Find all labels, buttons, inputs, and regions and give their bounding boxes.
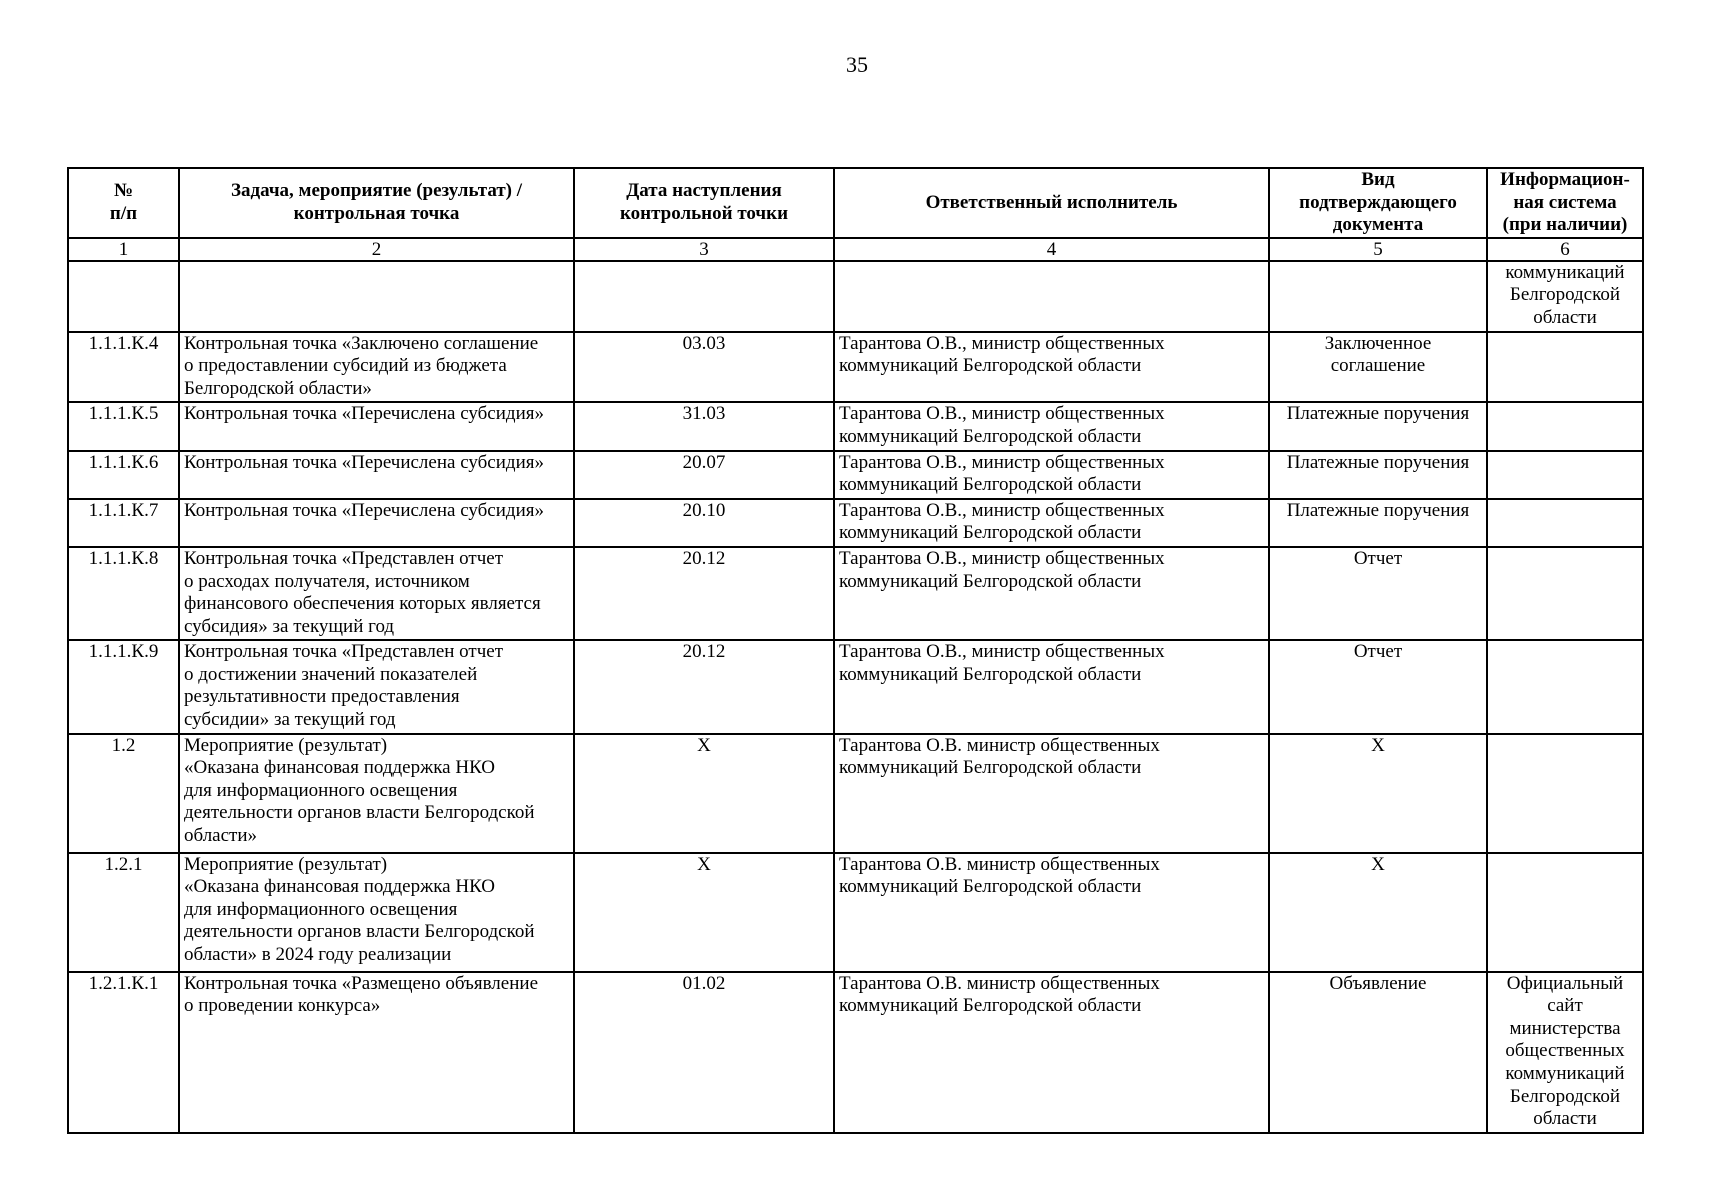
row-system <box>1487 734 1643 853</box>
row-number <box>68 261 179 332</box>
table-row <box>68 451 1643 499</box>
row-system <box>1487 451 1643 499</box>
row-responsible <box>834 261 1269 332</box>
row-system <box>1487 499 1643 547</box>
row-system <box>1487 402 1643 450</box>
row-task: Контрольная точка «Размещено объявление о проведении конкурса» <box>179 972 574 1133</box>
row-document: Отчет <box>1269 640 1487 733</box>
row-number: 1.2.1.К.1 <box>68 972 179 1133</box>
row-system <box>1487 640 1643 733</box>
row-document: Платежные поручения <box>1269 451 1487 499</box>
row-document: Платежные поручения <box>1269 499 1487 547</box>
row-task: Мероприятие (результат) «Оказана финансовая поддержка НКО для информационного освещения деятельности органов власти Белгородской области» <box>179 734 574 853</box>
table-row <box>68 853 1643 972</box>
header-system: Информацион- ная система (при наличии) <box>1487 168 1643 238</box>
page-number: 35 <box>846 52 868 77</box>
row-date: 20.07 <box>574 451 834 499</box>
row-document: Отчет <box>1269 547 1487 640</box>
column-number-row <box>68 238 1643 261</box>
row-date: 20.10 <box>574 499 834 547</box>
header-number: № п/п <box>68 168 179 238</box>
row-number: 1.1.1.К.9 <box>68 640 179 733</box>
row-date: X <box>574 853 834 972</box>
row-system: коммуникаций Белгородской области <box>1487 261 1643 332</box>
column-number: 6 <box>1487 238 1643 261</box>
column-number: 1 <box>68 238 179 261</box>
row-responsible: Тарантова О.В., министр общественных коммуникаций Белгородской области <box>834 499 1269 547</box>
header-date: Дата наступления контрольной точки <box>574 168 834 238</box>
row-responsible: Тарантова О.В., министр общественных коммуникаций Белгородской области <box>834 451 1269 499</box>
row-system <box>1487 853 1643 972</box>
row-date <box>574 261 834 332</box>
row-responsible: Тарантова О.В. министр общественных коммуникаций Белгородской области <box>834 853 1269 972</box>
row-responsible: Тарантова О.В., министр общественных коммуникаций Белгородской области <box>834 547 1269 640</box>
row-responsible: Тарантова О.В., министр общественных коммуникаций Белгородской области <box>834 402 1269 450</box>
row-date: 20.12 <box>574 640 834 733</box>
row-task: Контрольная точка «Заключено соглашение о предоставлении субсидий из бюджета Белгородской области» <box>179 332 574 403</box>
row-date: 01.02 <box>574 972 834 1133</box>
header-document: Вид подтверждающего документа <box>1269 168 1487 238</box>
row-task: Контрольная точка «Перечислена субсидия» <box>179 402 574 450</box>
row-document: X <box>1269 853 1487 972</box>
table-row <box>68 261 1643 332</box>
row-number: 1.2.1 <box>68 853 179 972</box>
row-number: 1.1.1.К.8 <box>68 547 179 640</box>
row-document <box>1269 261 1487 332</box>
header-responsible: Ответственный исполнитель <box>834 168 1269 238</box>
column-number: 2 <box>179 238 574 261</box>
header-row <box>68 168 1643 238</box>
row-number: 1.1.1.К.7 <box>68 499 179 547</box>
row-system: Официальный сайт министерства общественных коммуникаций Белгородской области <box>1487 972 1643 1133</box>
row-task: Контрольная точка «Представлен отчет о расходах получателя, источником финансового обеспечения которых является субсидия» за текущий год <box>179 547 574 640</box>
row-responsible: Тарантова О.В., министр общественных коммуникаций Белгородской области <box>834 332 1269 403</box>
row-task <box>179 261 574 332</box>
column-number: 5 <box>1269 238 1487 261</box>
row-number: 1.1.1.К.5 <box>68 402 179 450</box>
row-document: Заключенное соглашение <box>1269 332 1487 403</box>
row-date: 31.03 <box>574 402 834 450</box>
row-number: 1.2 <box>68 734 179 853</box>
column-number: 3 <box>574 238 834 261</box>
table-row <box>68 499 1643 547</box>
table-row <box>68 547 1643 640</box>
row-document: Объявление <box>1269 972 1487 1133</box>
header-task: Задача, мероприятие (результат) / контрольная точка <box>179 168 574 238</box>
row-responsible: Тарантова О.В., министр общественных коммуникаций Белгородской области <box>834 640 1269 733</box>
row-task: Мероприятие (результат) «Оказана финансовая поддержка НКО для информационного освещения деятельности органов власти Белгородской области» в 2024 году реализации <box>179 853 574 972</box>
row-responsible: Тарантова О.В. министр общественных коммуникаций Белгородской области <box>834 972 1269 1133</box>
column-number: 4 <box>834 238 1269 261</box>
row-task: Контрольная точка «Перечислена субсидия» <box>179 451 574 499</box>
row-system <box>1487 547 1643 640</box>
table-row <box>68 972 1643 1133</box>
table-row <box>68 640 1643 733</box>
control-points-table <box>67 167 1644 1134</box>
row-responsible: Тарантова О.В. министр общественных коммуникаций Белгородской области <box>834 734 1269 853</box>
table-row <box>68 402 1643 450</box>
row-document: Платежные поручения <box>1269 402 1487 450</box>
row-date: 20.12 <box>574 547 834 640</box>
row-system <box>1487 332 1643 403</box>
row-task: Контрольная точка «Представлен отчет о достижении значений показателей результативности предоставления субсидии» за текущий год <box>179 640 574 733</box>
row-task: Контрольная точка «Перечислена субсидия» <box>179 499 574 547</box>
row-number: 1.1.1.К.4 <box>68 332 179 403</box>
row-date: X <box>574 734 834 853</box>
row-number: 1.1.1.К.6 <box>68 451 179 499</box>
table-row <box>68 734 1643 853</box>
row-date: 03.03 <box>574 332 834 403</box>
row-document: X <box>1269 734 1487 853</box>
table-row <box>68 332 1643 403</box>
